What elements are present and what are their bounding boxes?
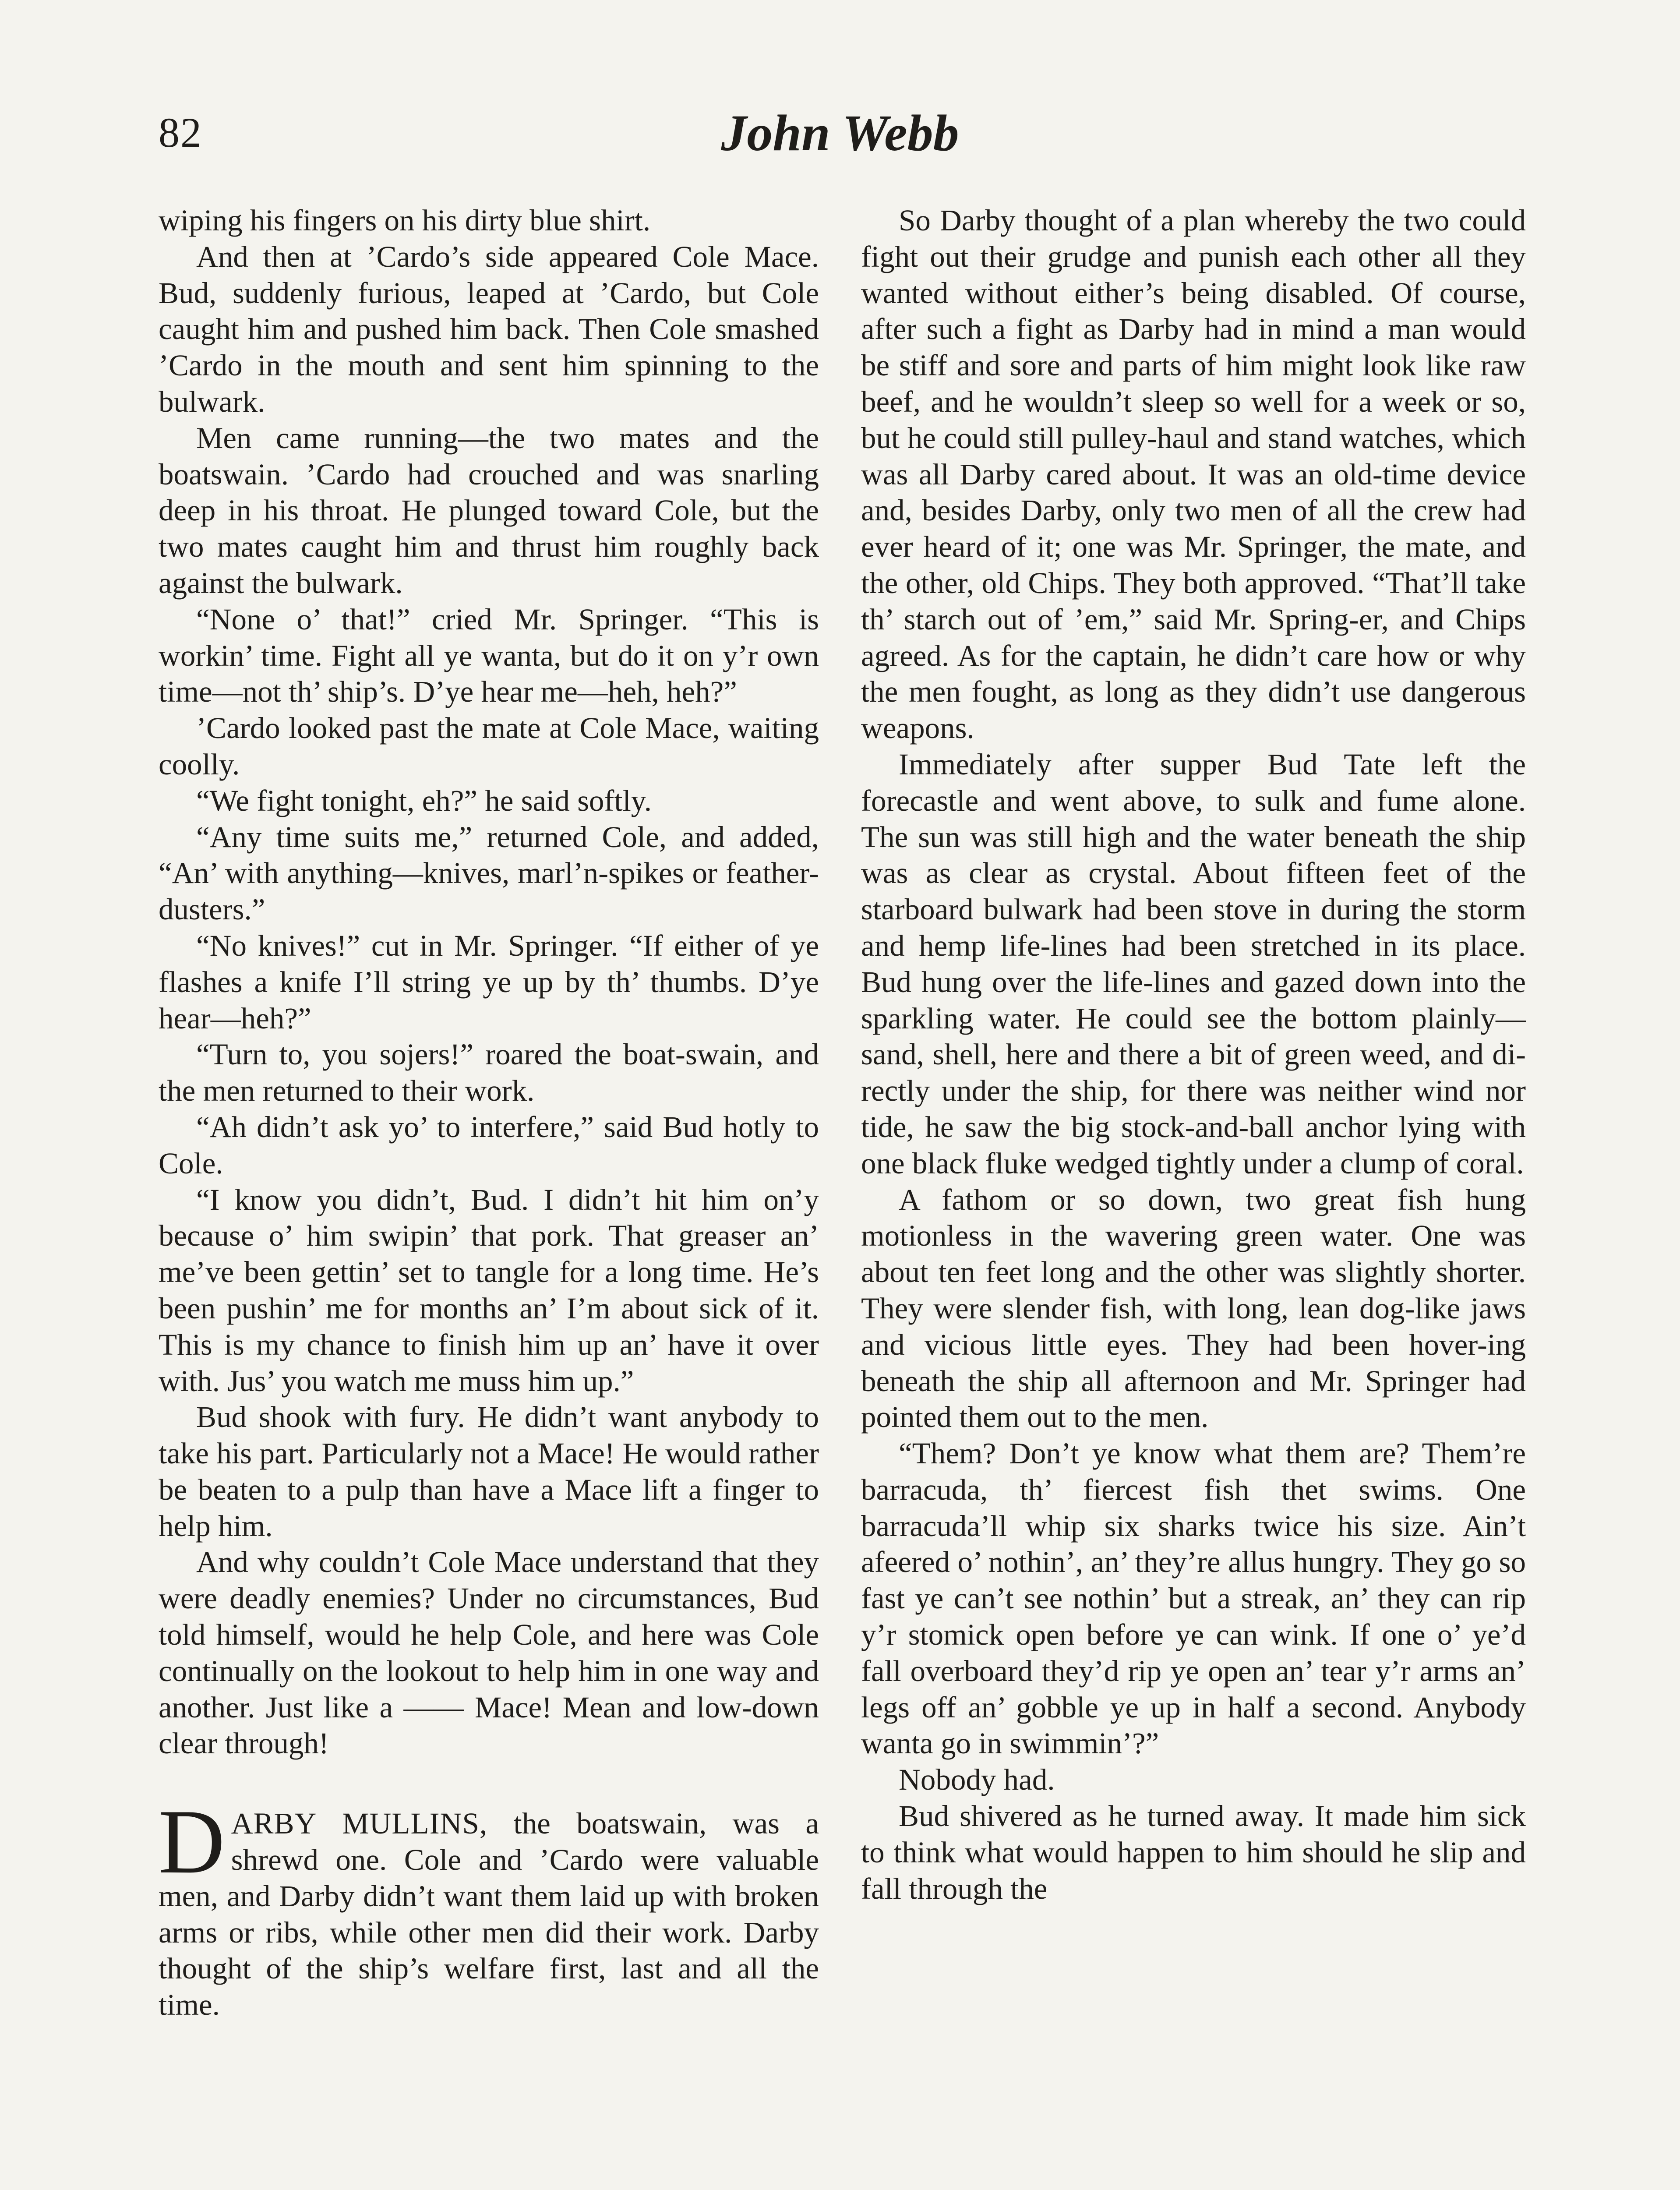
paragraph: “I know you didn’t, Bud. I didn’t hit him on’y because o’ him swipin’ that pork. That greaser an’ me’ve been gettin’ set to tangle for a long time. He’s been pushin’ me for months an’ I’m about sick of it. This is my chance to finish him up an’ have it over with. Jus’ you watch me muss him up.”	[159, 1183, 819, 1398]
paragraph: Bud shook with fury. He didn’t want anybody to take his part. Particularly not a Mace! He would rather be beaten to a pulp than have a Mace lift a finger to help him.	[159, 1400, 819, 1543]
paragraph: “Ah didn’t ask yo’ to interfere,” said Bud hotly to Cole.	[159, 1110, 819, 1180]
paragraph: So Darby thought of a plan whereby the two could fight out their grudge and punish each other all they wanted without either’s being disabled. Of course, after such a fight as Darby had in mind a man would be stiff and sore and parts of him might look like raw beef, and he wouldn’t sleep so well for a week or so, but he could still pulley-haul and stand watches, which was all Darby cared about. It was an old-time device and, besides Darby, only two men of all the crew had ever heard of it; one was Mr. Springer, the mate, and the other, old Chips. They both approved. “That’ll take th’ starch out of ’em,” said Mr. Spring-er, and Chips agreed. As for the captain, he didn’t care how or why the men fought, as long as they didn’t use dangerous weapons.	[861, 204, 1526, 745]
paragraph: ’Cardo looked past the mate at Cole Mace, waiting coolly.	[159, 711, 819, 781]
left-column	[159, 202, 819, 2190]
paragraph: “No knives!” cut in Mr. Springer. “If either of ye flashes a knife I’ll string ye up by th’ thumbs. D’ye hear—heh?”	[159, 929, 819, 1035]
running-title: John Webb	[721, 104, 959, 162]
paragraph: Immediately after supper Bud Tate left the forecastle and went above, to sulk and fume alone. The sun was still high and the water beneath the ship was as clear as crystal. About fifteen feet of the starboard bulwark had been stove in during the storm and hemp life-lines had been stretched in its place. Bud hung over the life-lines and gazed down into the sparkling water. He could see the bottom plainly—sand, shell, here and there a bit of green weed, and di-rectly under the ship, for there was neither wind nor tide, he saw the big stock-and-ball anchor lying with one black fluke wedged tightly under a clump of coral.	[861, 747, 1526, 1180]
paragraph: wiping his fingers on his dirty blue shirt.	[159, 204, 651, 237]
drop-cap: D	[159, 1791, 225, 1893]
paragraph: And then at ’Cardo’s side appeared Cole Mace. Bud, suddenly furious, leaped at ’Cardo, but Cole caught him and pushed him back. Then Cole smashed ’Cardo in the mouth and sent him spinning to the bulwark.	[159, 240, 819, 418]
paragraph: “We fight tonight, eh?” he said softly.	[196, 784, 652, 817]
paragraph: A fathom or so down, two great fish hung motionless in the wavering green water. One was about ten feet long and the other was slightly shorter. They were slender fish, with long, lean dog-like jaws and vicious little eyes. They had been hover-ing beneath the ship all afternoon and Mr. Springer had pointed them out to the men.	[861, 1183, 1526, 1434]
page-number: 82	[159, 109, 202, 156]
section-break	[159, 1762, 819, 1805]
paragraph: Nobody had.	[899, 1763, 1055, 1797]
paragraph: “Any time suits me,” returned Cole, and added, “An’ with anything—knives, marl’n-spikes or feather-dusters.”	[159, 820, 819, 926]
page-header	[0, 0, 1680, 201]
paragraph: “Turn to, you sojers!” roared the boat-swain, and the men returned to their work.	[159, 1038, 819, 1108]
section-text: the boatswain, was a shrewd one. Cole and ’Cardo were valuable men, and Darby didn’t want them laid up with broken arms or ribs, while other men did their work. Darby thought of the ship’s welfare first, last and all the time.	[159, 1807, 819, 2022]
paragraph: And why couldn’t Cole Mace understand that they were deadly enemies? Under no circumstances, Bud told himself, would he help Cole, and here was Cole continually on the lookout to help him in one way and another. Just like a —— Mace! Mean and low-down clear through!	[159, 1545, 819, 1760]
paragraph: “None o’ that!” cried Mr. Springer. “This is workin’ time. Fight all ye wanta, but do it on y’r own time—not th’ ship’s. D’ye hear me—heh, heh?”	[159, 602, 819, 709]
right-column	[861, 202, 1526, 2190]
paragraph: Bud shivered as he turned away. It made him sick to think what would happen to him should he slip and fall through the	[861, 1799, 1526, 1905]
section-opening-paragraph	[159, 1791, 819, 2023]
paragraph: “Them? Don’t ye know what them are? Them’re barracuda, th’ fiercest fish thet swims. One barracuda’ll whip six sharks twice his size. Ain’t afeered o’ nothin’, an’ they’re allus hungry. They go so fast ye can’t see nothin’ but a streak, an’ they can rip y’r stomick open before ye can wink. If one o’ ye’d fall overboard they’d rip ye open an’ tear y’r arms an’ legs off an’ gobble ye up in half a second. Anybody wanta go in swimmin’?”	[861, 1437, 1526, 1760]
paragraph: Men came running—the two mates and the boatswain. ’Cardo had crouched and was snarling deep in his throat. He plunged toward Cole, but the two mates caught him and thrust him roughly back against the bulwark.	[159, 421, 819, 600]
lead-caps: ARBY MULLINS,	[231, 1807, 488, 1840]
